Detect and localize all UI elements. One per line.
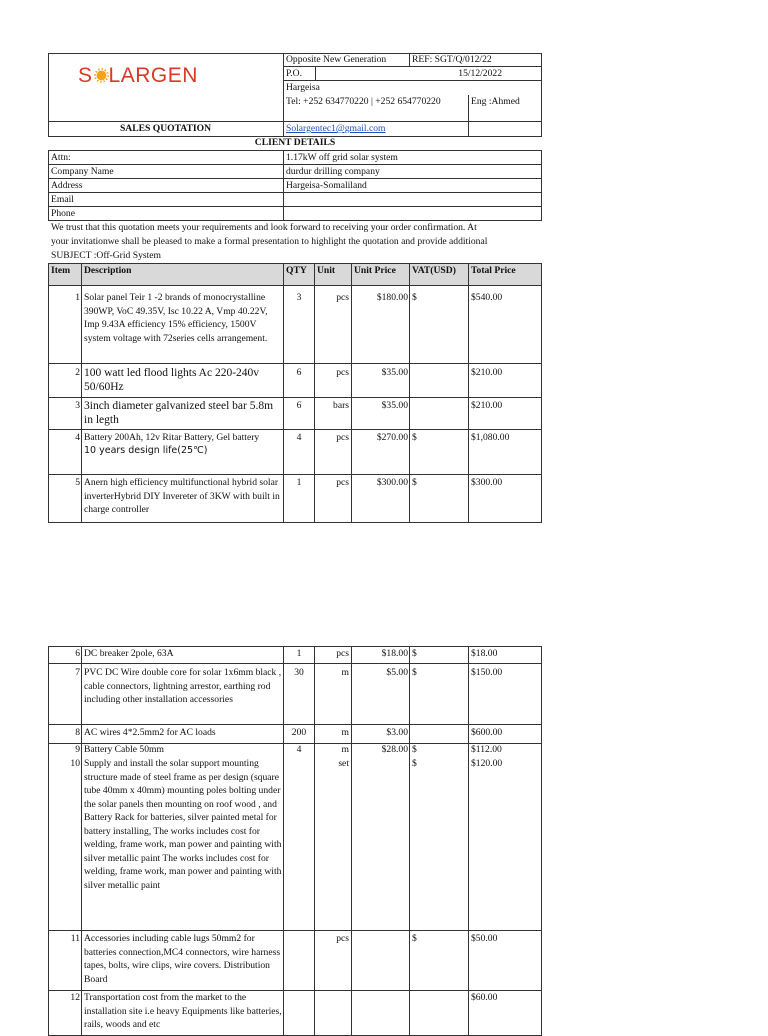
item-unit-price: $18.00 — [381, 648, 408, 659]
item-no: 5 — [75, 477, 80, 488]
item-total: $210.00 — [471, 367, 503, 378]
item-total: $540.00 — [471, 292, 503, 303]
item-unit-price: $3.00 — [386, 727, 408, 738]
item-unit: pcs — [336, 367, 349, 378]
item-unit: pcs — [336, 933, 349, 944]
sun-icon — [94, 68, 109, 83]
col-total: Total Price — [471, 265, 516, 276]
item-qty: 30 — [294, 667, 304, 678]
item-description: PVC DC Wire double core for solar 1x6mm black , cable connectors, lightning arrestor, earthing rod including other installation accessories — [84, 667, 282, 705]
item-qty: 6 — [296, 367, 302, 378]
item-description-note: 10 years design life(25℃) — [84, 445, 208, 456]
item-vat: $ — [412, 667, 417, 678]
col-qty: QTY — [286, 265, 307, 276]
item-qty: 200 — [291, 727, 307, 738]
company-value: durdur drilling company — [286, 166, 380, 177]
item-unit-price: $35.00 — [381, 367, 408, 378]
item-unit: pcs — [336, 477, 349, 488]
item-description: Supply and install the solar support mounting structure made of steel frame as per design (square tube 40mm x 40mm) mounting poles bolting under the solar panels then mounting on roof wood , and Battery Rack for batteries, silver painted metal for battery installing, The works includes cost for welding, frame work, man power and painting with silver metallic paint The works includes cost for welding, frame work, man power and painting with silver metallic paint — [84, 758, 282, 891]
item-description: Accessories including cable lugs 50mm2 for batteries connection,MC4 connectors, wire harness tapes, bolts, wire clips, wire covers. Distribution Board — [84, 933, 281, 985]
item-qty: 1 — [296, 477, 302, 488]
item-total: $50.00 — [471, 933, 498, 944]
col-unit-price: Unit Price — [354, 265, 396, 276]
item-unit: set — [338, 758, 349, 769]
item-vat: $ — [412, 432, 417, 443]
item-description: DC breaker 2pole, 63A — [84, 648, 174, 659]
item-unit-price: $5.00 — [386, 667, 408, 678]
item-unit: m — [341, 667, 349, 678]
company-logo: S LARGEN — [78, 64, 198, 87]
client-details-title: CLIENT DETAILS — [254, 137, 336, 148]
header-tel: Tel: +252 634770220 | +252 654770220 — [286, 96, 441, 107]
item-total: $210.00 — [471, 400, 503, 411]
item-description: Anern high efficiency multifunctional hybrid solar inverterHybrid DIY Invereter of 3KW with built in charge controller — [84, 477, 280, 515]
item-qty: 4 — [296, 744, 302, 755]
header-date: 15/12/2022 — [458, 68, 502, 79]
item-description: 100 watt led flood lights Ac 220-240v 50/60Hz — [84, 367, 260, 393]
item-unit: pcs — [336, 292, 349, 303]
item-unit-price: $300.00 — [376, 477, 408, 488]
item-description: 3inch diameter galvanized steel bar 5.8m in legth — [84, 400, 274, 426]
email-link[interactable]: Solargentec1@gmail.com — [286, 123, 386, 134]
item-total: $1,080.00 — [471, 432, 510, 443]
item-unit-price: $180.00 — [376, 292, 408, 303]
item-qty: 6 — [296, 400, 302, 411]
item-vat: $ — [412, 477, 417, 488]
col-item: Item — [51, 265, 71, 276]
item-unit-price: $270.00 — [376, 432, 408, 443]
item-unit: pcs — [336, 432, 349, 443]
item-total: $120.00 — [471, 758, 503, 769]
col-unit: Unit — [317, 265, 336, 276]
header-address: Opposite New Generation — [286, 54, 387, 65]
item-description: AC wires 4*2.5mm2 for AC loads — [84, 727, 216, 738]
company-label: Company Name — [51, 166, 114, 177]
item-unit-price: $28.00 — [381, 744, 408, 755]
item-total: $18.00 — [471, 648, 498, 659]
item-no: 11 — [70, 933, 80, 944]
attn-value: 1.17kW off grid solar system — [286, 152, 398, 163]
item-total: $600.00 — [471, 727, 503, 738]
item-description: Solar panel Teir 1 -2 brands of monocrystalline 390WP, VoC 49.35V, Isc 10.22 A, Vmp 40.22V, Imp 9.43A efficiency 15% efficiency, 1500V system voltage with 72series cells arrangement. — [84, 292, 268, 344]
item-description: Battery Cable 50mm — [84, 744, 164, 755]
item-no: 12 — [70, 992, 80, 1003]
item-total: $112.00 — [471, 744, 502, 755]
attn-label: Attn: — [51, 152, 71, 163]
subject-line: SUBJECT :Off-Grid System — [51, 250, 161, 261]
item-no: 6 — [75, 648, 80, 659]
item-vat: $ — [412, 292, 417, 303]
item-no: 10 — [70, 758, 80, 769]
item-unit-price: $35.00 — [381, 400, 408, 411]
item-unit: bars — [333, 400, 349, 411]
item-no: 1 — [75, 292, 80, 303]
item-vat: $ — [412, 933, 417, 944]
header-po: P.O. — [286, 68, 302, 79]
item-total: $300.00 — [471, 477, 503, 488]
item-qty: 1 — [296, 648, 302, 659]
item-vat: $ — [412, 648, 417, 659]
header-engineer: Eng :Ahmed — [471, 96, 520, 107]
address-value: Hargeisa-Somaliland — [286, 180, 367, 191]
item-no: 8 — [75, 727, 80, 738]
item-unit: pcs — [336, 648, 349, 659]
item-total: $150.00 — [471, 667, 503, 678]
col-description: Description — [84, 265, 132, 276]
phone-label: Phone — [51, 208, 75, 219]
item-no: 7 — [75, 667, 80, 678]
item-total: $60.00 — [471, 992, 498, 1003]
col-vat: VAT(USD) — [412, 265, 456, 276]
email-label: Email — [51, 194, 74, 205]
item-description: Transportation cost from the market to the installation site i.e heavy Equipments like batteries, rails, woods and etc — [84, 992, 282, 1030]
item-qty: 3 — [296, 292, 302, 303]
intro-line-1: We trust that this quotation meets your requirements and look forward to receiving your order confirmation. At — [51, 222, 477, 233]
item-no: 9 — [75, 744, 80, 755]
item-description: Battery 200Ah, 12v Ritar Battery, Gel battery — [84, 432, 260, 443]
sales-quotation-title: SALES QUOTATION — [119, 123, 212, 134]
item-no: 3 — [75, 400, 80, 411]
item-vat: $ — [412, 744, 417, 755]
header-ref: REF: SGT/Q/012/22 — [412, 54, 492, 65]
item-no: 4 — [75, 432, 80, 443]
item-unit: m — [341, 727, 349, 738]
item-vat: $ — [412, 758, 417, 769]
item-unit: m — [341, 744, 349, 755]
item-qty: 4 — [296, 432, 302, 443]
item-no: 2 — [75, 367, 80, 378]
intro-line-2: your invitationwe shall be pleased to make a formal presentation to highlight the quotation and provide additional — [51, 236, 488, 247]
address-label: Address — [51, 180, 83, 191]
header-city: Hargeisa — [286, 82, 320, 93]
